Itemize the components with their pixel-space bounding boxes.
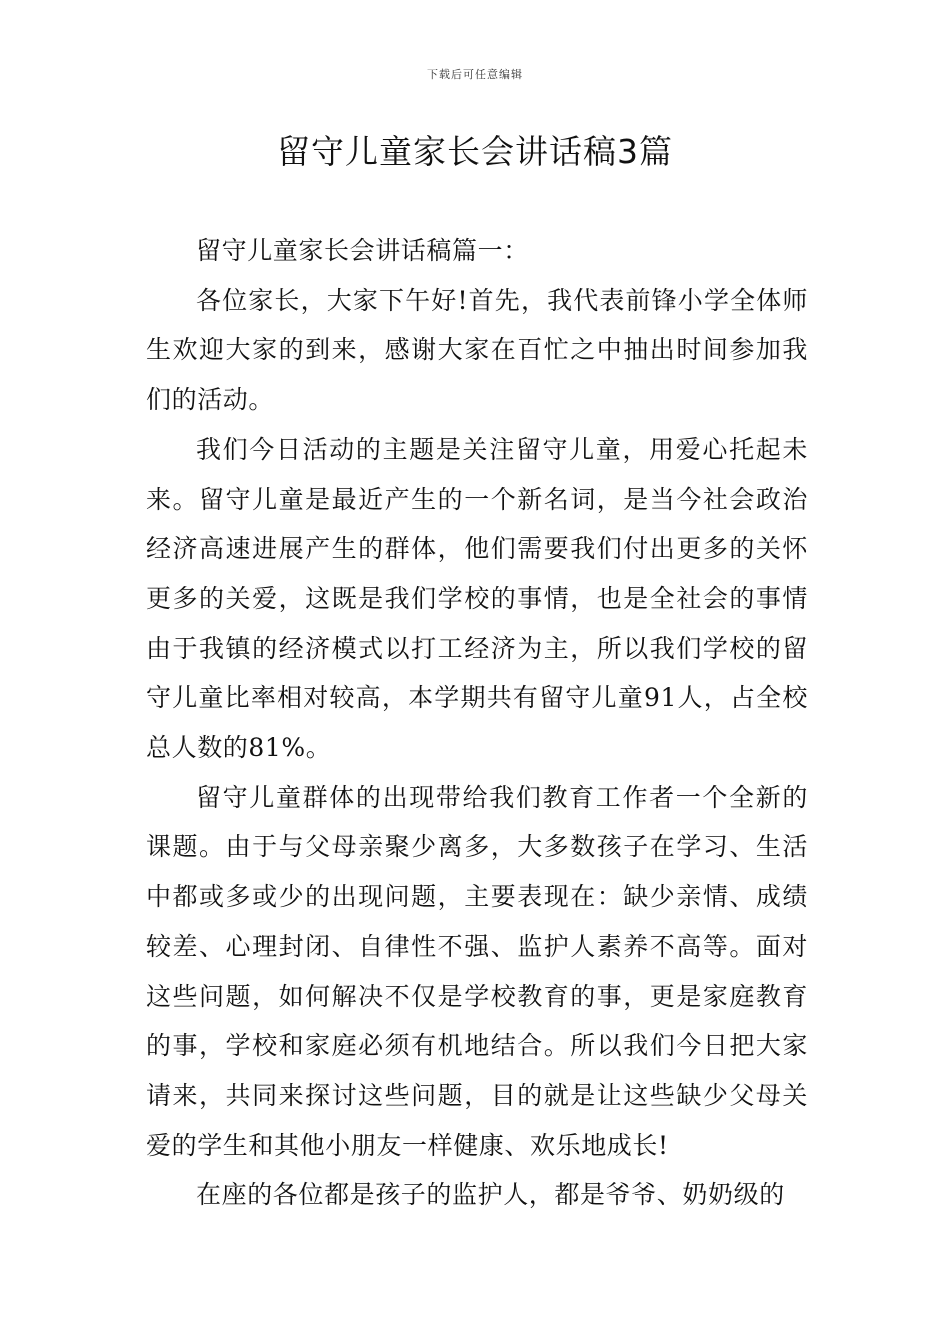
paragraph: 在座的各位都是孩子的监护人，都是爷爷、奶奶级的 — [196, 1180, 785, 1210]
paragraph: 我们今日活动的主题是关注留守儿童，用爱心托起未来。留守儿童是最近产生的一个新名词，是当今社会政治经济高速进展产生的群体，他们需要我们付出更多的关怀更多的关爱，这既是我们学校的事情，也是全社会的事情由于我镇的经济模式以打工经济为主，所以我们学校的留守儿童比率相对较高，本学期共有留守儿童91人，占全校总人数的81%。 — [146, 434, 808, 763]
section-heading: 留守儿童家长会讲话稿篇一： — [196, 236, 529, 265]
document-title: 留守儿童家长会讲话稿3篇 — [277, 132, 673, 171]
paragraph: 留守儿童群体的出现带给我们教育工作者一个全新的课题。由于与父母亲聚少离多，大多数孩子在学习、生活中都或多或少的出现问题，主要表现在：缺少亲情、成绩较差、心理封闭、自律性不强、监护人素养不高等。面对这些问题，如何解决不仅是学校教育的事，更是家庭教育的事，学校和家庭必须有机地结合。所以我们今日把大家请来，共同来探讨这些问题，目的就是让这些缺少父母关爱的学生和其他小朋友一样健康、欢乐地成长! — [146, 782, 808, 1160]
header-note: 下载后可任意编辑 — [427, 68, 523, 81]
paragraph: 各位家长，大家下午好!首先，我代表前锋小学全体师生欢迎大家的到来，感谢大家在百忙之中抽出时间参加我们的活动。 — [146, 285, 808, 415]
document-body — [146, 226, 808, 1220]
